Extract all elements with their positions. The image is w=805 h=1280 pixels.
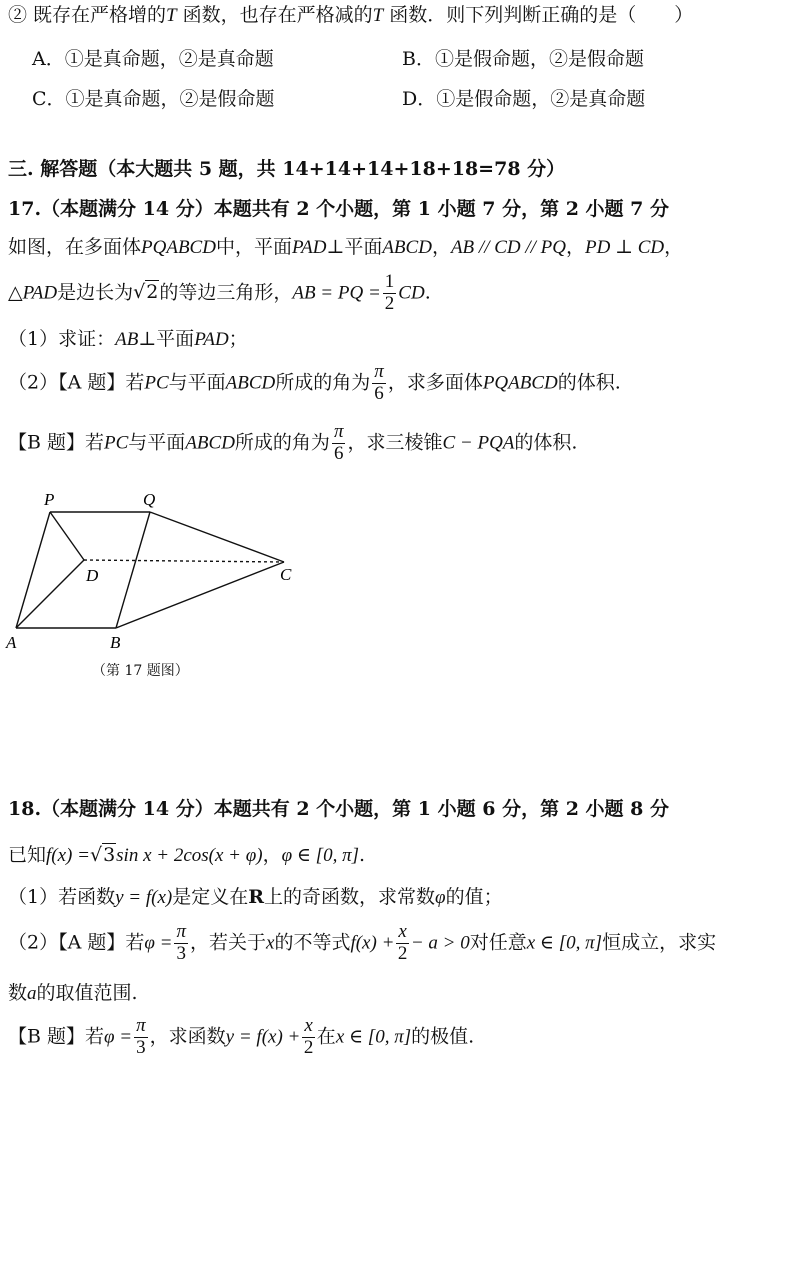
section3-heading: 三. 解答题（本大题共 5 题，共 14+14+14+18+18=78 分）: [8, 158, 566, 180]
q17-stem1-t1: 如图，在多面体: [8, 236, 142, 258]
q18-header: 18.（本题满分 14 分）本题共有 2 个小题，第 1 小题 6 分，第 2 小题 8 分: [8, 798, 669, 820]
q17-part1: [8, 328, 248, 352]
q17-stem2-t2: 是边长为: [57, 281, 134, 304]
q17-partA-t3: 所成的角为: [275, 371, 371, 394]
q16-item2-T1: T: [166, 5, 177, 26]
q18-partA-frac2: [396, 922, 408, 965]
q18-partB-frac1: [134, 1016, 148, 1059]
q17-partA-m2: ABCD: [225, 372, 276, 394]
q18-stem-m1: f(x) =: [46, 845, 90, 866]
q17-partB-m1: PC: [104, 432, 129, 454]
q16-option-B: B．①是假命题，②是假命题: [402, 48, 644, 70]
q17-part1-t3: ；: [228, 328, 248, 350]
q18-partA-frac1-num: π: [176, 921, 186, 942]
vertex-label-C: C: [280, 565, 292, 584]
q18-partB-t3: 在: [316, 1025, 336, 1048]
q17-stem1-t4: ，: [431, 236, 451, 258]
q17-partB-m3: C − PQA: [442, 432, 515, 454]
vertex-label-A: A: [6, 633, 17, 652]
q16-item2-T2: T: [372, 5, 384, 26]
q18-partA-t2: ，若关于: [189, 931, 266, 954]
q18-partB-frac1-num: π: [136, 1015, 146, 1036]
q18-partA-frac2-num: x: [398, 921, 407, 942]
q17-stem1-m2: PAD: [291, 237, 327, 258]
q17-stem2-m2: AB = PQ =: [292, 282, 381, 304]
q17-stem2-t3: 的等边三角形，: [159, 281, 293, 304]
q18-partA-line2-t2: 的取值范围.: [36, 982, 138, 1004]
q16-item2-text: ② 既存在严格增的: [8, 4, 167, 26]
q17-stem1-m5: PD ⊥ CD: [585, 237, 665, 258]
q17-stem1-t2: 中，平面: [215, 236, 292, 258]
q18-part1-R: R: [248, 886, 265, 908]
q18-partA-t3: 的不等式: [274, 931, 351, 954]
q17-stem2-t1: △: [8, 281, 23, 304]
q17-partA-fraction: [372, 362, 386, 405]
q18-partA-line2-m1: a: [27, 983, 37, 1004]
edge-BC: [116, 562, 284, 628]
q17-figure-caption: （第 17 题图）: [92, 663, 189, 679]
q17-partA-m1: PC: [144, 372, 169, 394]
q18-partA-m5: x ∈ [0, π]: [526, 932, 603, 954]
q17-part1-m1: AB: [115, 329, 139, 350]
q18-partB-m3: x ∈ [0, π]: [335, 1026, 412, 1048]
q17-part2-B: [8, 422, 577, 465]
q18-part2-A: [8, 922, 716, 965]
q17-stem1-m4: AB // CD // PQ: [450, 237, 567, 258]
q18-partB-frac2-num: x: [304, 1015, 313, 1036]
q18-partB-m2: y = f(x) +: [225, 1026, 301, 1048]
q18-partA-t4: 对任意: [469, 931, 527, 954]
q17-partA-frac-num: π: [374, 361, 384, 382]
q17-stem2-m3: CD: [398, 282, 425, 304]
q17-partB-frac-den: 6: [333, 442, 344, 464]
q17-stem1-t5: ，: [566, 236, 586, 258]
q17-stem1-t6: ，: [664, 236, 684, 258]
q18-partA-m4: − a > 0: [410, 932, 470, 954]
q18-partA-t1: （2）【A 题】若: [8, 931, 145, 954]
q17-partB-t3: 所成的角为: [234, 431, 330, 454]
q18-partA-frac2-den: 2: [397, 942, 408, 964]
q17-partB-frac-num: π: [333, 421, 344, 442]
q17-header: 17.（本题满分 14 分）本题共有 2 个小题，第 1 小题 7 分，第 2 小题 7 分: [8, 198, 669, 220]
q17-half-num: 1: [384, 271, 395, 292]
q16-item2-mid: 函数，也存在严格减的: [176, 4, 373, 26]
q18-partB-frac1-den: 3: [136, 1036, 146, 1058]
q18-stem-t2: ，: [262, 844, 282, 866]
q16-item2-end: 函数．则下列判断正确的是（ ）: [383, 4, 694, 26]
q17-partA-t4: ，求多面体: [387, 371, 483, 394]
q18-partA-frac1-den: 3: [176, 942, 186, 964]
edge-PD: [50, 512, 84, 560]
q17-partB-t2: 与平面: [128, 431, 186, 454]
q18-partB-t2: ，求函数: [149, 1025, 226, 1048]
q17-stem-line2: [8, 272, 431, 315]
q17-stem-line1: [8, 236, 683, 260]
vertex-label-Q: Q: [143, 490, 156, 509]
q17-half-den: 2: [384, 292, 395, 314]
q18-partA-frac1: [174, 922, 188, 965]
q18-partA-line2-t1: 数: [8, 982, 28, 1004]
q18-sqrt3-radicand: 3: [103, 844, 116, 866]
q18-stem: [8, 844, 365, 868]
q17-partB-fraction: [332, 422, 346, 465]
q17-stem1-m1: PQABCD: [141, 237, 216, 258]
q18-part1-t4: 的值；: [445, 886, 503, 908]
q18-stem-m2: sin x + 2cos(x + φ): [116, 845, 263, 866]
q17-stem2-m1: PAD: [22, 282, 58, 304]
q17-partB-m2: ABCD: [185, 432, 235, 454]
q18-part2-A-line2: [8, 982, 138, 1006]
q18-stem-m3: φ ∈ [0, π]: [281, 845, 359, 866]
q18-stem-t1: 已知: [8, 844, 47, 866]
q17-stem1-m3: ABCD: [382, 237, 432, 258]
vertex-label-D: D: [86, 566, 99, 585]
q16-option-C: C．①是真命题，②是假命题: [32, 88, 275, 110]
q18-partB-frac2: [302, 1016, 314, 1059]
q18-part1-t1: （1）若函数: [8, 886, 116, 908]
q18-stem-t3: .: [359, 844, 366, 866]
q17-part1-t1: （1）求证：: [8, 328, 116, 350]
q16-item2: [8, 4, 693, 28]
q18-sqrt3: √3: [89, 844, 116, 866]
q17-part1-t2: ⊥平面: [138, 328, 195, 350]
q18-part1: [8, 886, 503, 910]
q17-partB-t1: 【B 题】若: [8, 431, 105, 454]
q18-partA-m3: f(x) +: [350, 932, 395, 954]
edge-DC-hidden: [84, 560, 284, 562]
edge-QB: [116, 512, 150, 628]
q17-stem1-t3: ⊥平面: [326, 236, 383, 258]
q18-partB-m1: φ =: [104, 1026, 133, 1048]
q18-part1-t3: 上的奇函数，求常数: [264, 886, 436, 908]
q17-partA-t5: 的体积.: [557, 371, 621, 394]
q17-partA-m3: PQABCD: [482, 372, 558, 394]
q18-partA-m2: x: [266, 932, 275, 954]
q17-part1-m2: PAD: [194, 329, 229, 350]
q17-partA-t1: （2）【A 题】若: [8, 371, 145, 394]
q16-option-A: A．①是真命题，②是真命题: [32, 48, 274, 70]
q18-partA-m1: φ =: [144, 932, 173, 954]
q18-part1-m1: y = f(x): [115, 887, 173, 908]
q17-part2-A: [8, 362, 621, 405]
q18-part2-B: [8, 1016, 474, 1059]
vertex-label-P: P: [44, 490, 55, 509]
edge-QC: [150, 512, 284, 562]
q18-partB-t4: 的极值.: [411, 1025, 475, 1048]
q17-sqrt2-radicand: 2: [146, 281, 159, 304]
q18-partB-t1: 【B 题】若: [8, 1025, 105, 1048]
q17-partB-t5: 的体积.: [514, 431, 578, 454]
q17-partA-t2: 与平面: [168, 371, 226, 394]
q18-part1-m2: φ: [435, 887, 446, 908]
q17-sqrt2: √2: [133, 281, 159, 304]
q17-figure: [0, 488, 320, 658]
q17-partA-frac-den: 6: [374, 382, 384, 404]
q17-stem2-t4: .: [424, 281, 431, 304]
q17-partB-t4: ，求三棱锥: [347, 431, 443, 454]
vertex-label-B: B: [110, 633, 121, 652]
q17-half-fraction: [383, 272, 397, 315]
q18-partB-frac2-den: 2: [303, 1036, 314, 1058]
q16-option-D: D．①是假命题，②是真命题: [402, 88, 646, 110]
q18-partA-t5: 恒成立，求实: [602, 931, 717, 954]
q18-part1-t2: 是定义在: [172, 886, 249, 908]
